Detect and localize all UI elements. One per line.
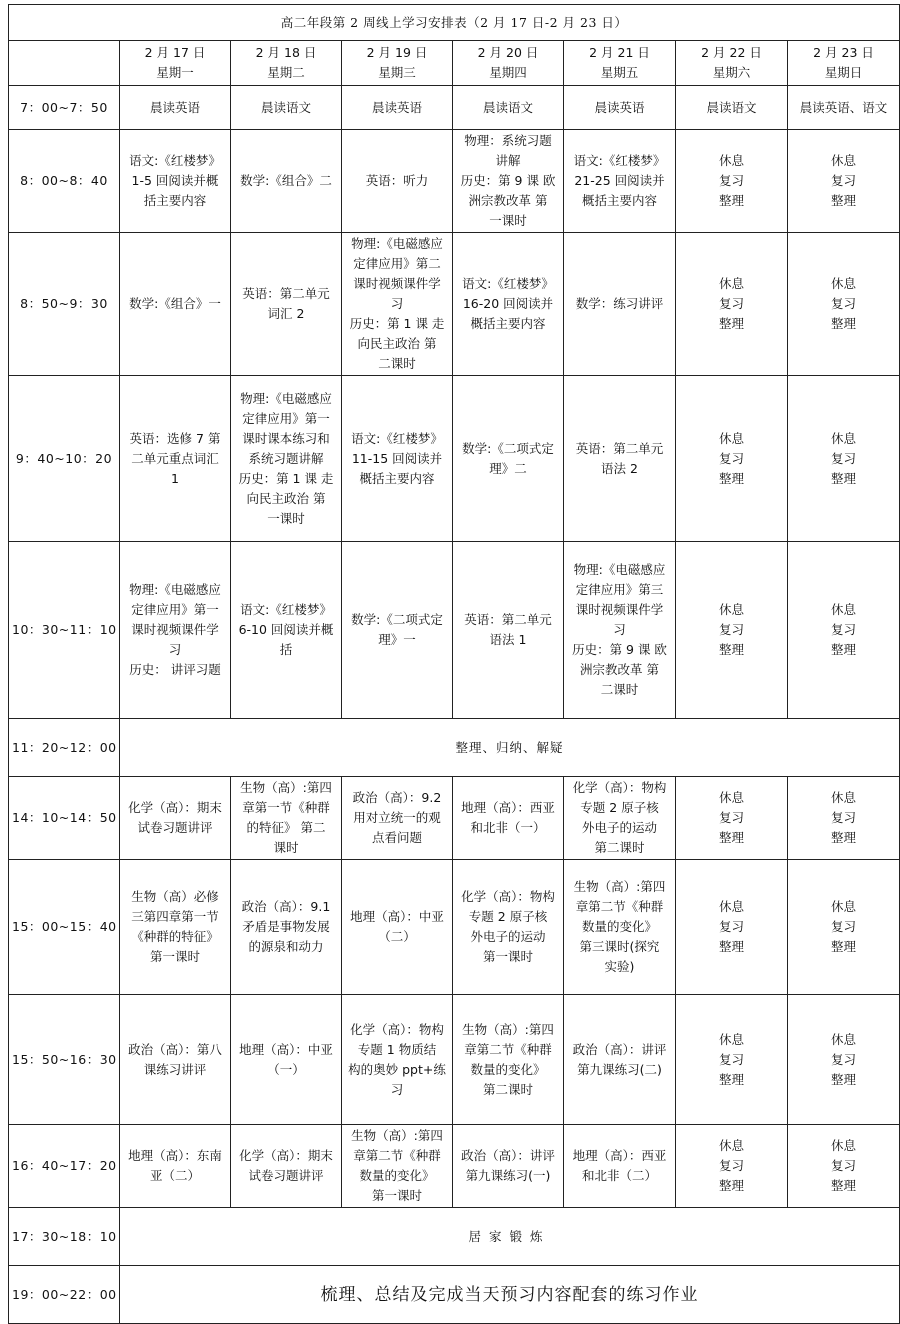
lesson-line: 休息	[718, 1031, 744, 1047]
lesson-line: 21-25 回阅读并	[574, 173, 665, 188]
day-date: 2 月 21 日	[589, 45, 650, 60]
time-slot: 9：40~10：20	[9, 376, 120, 542]
lesson-line: 洲宗教改革 第	[580, 662, 659, 677]
day-header	[564, 41, 676, 86]
lesson-cell	[231, 130, 342, 233]
lesson-cell	[676, 995, 788, 1125]
lesson-line: 化学（高）：期末	[128, 800, 222, 815]
time-slot: 15：50~16：30	[9, 995, 120, 1125]
lesson-cell	[453, 1125, 564, 1208]
lesson-line: 1	[171, 470, 179, 486]
schedule-row	[9, 86, 900, 130]
lesson-cell	[120, 86, 231, 130]
lesson-line: 习	[168, 642, 182, 657]
lesson-line: 括主要内容	[143, 193, 207, 208]
lesson-line: 课练习讲评	[143, 1061, 207, 1077]
lesson-line: 整理	[831, 470, 857, 486]
lesson-line: 晨读英语	[371, 99, 422, 115]
lesson-line: 向民主政治 第	[357, 336, 437, 351]
lesson-line: 外电子的运动	[581, 820, 657, 835]
lesson-cell	[564, 1125, 676, 1208]
lesson-line: 晨读英语、语文	[799, 99, 888, 115]
lesson-line: 理》二	[489, 460, 527, 476]
lesson-line: 休息	[831, 602, 857, 617]
lesson-line: 整理	[718, 193, 744, 208]
lesson-line: 休息	[831, 1138, 857, 1153]
lesson-cell	[788, 542, 900, 719]
lesson-line: 的源泉和动力	[248, 939, 324, 954]
lesson-line: 休息	[718, 276, 744, 291]
lesson-line: 一课时	[267, 510, 305, 526]
lesson-line: 历史： 讲评习题	[129, 662, 221, 677]
lesson-line: 定律应用》第二	[353, 256, 441, 271]
lesson-line: 16-20 回阅读并	[462, 296, 554, 311]
lesson-line: 复习	[718, 1158, 744, 1173]
schedule-row	[9, 130, 900, 233]
lesson-cell	[453, 860, 564, 995]
merged-activity: 整理、归纳、解疑	[120, 719, 900, 777]
lesson-line: 整理	[831, 316, 857, 331]
lesson-line: 1-5 回阅读并概	[131, 173, 219, 188]
lesson-line: 数量的变化》	[359, 1168, 435, 1183]
lesson-line: 物理:《电磁感应	[129, 582, 221, 597]
day-header	[676, 41, 788, 86]
schedule-row	[9, 860, 900, 995]
lesson-line: 习	[390, 1081, 404, 1097]
lesson-line: 整理	[718, 316, 744, 331]
lesson-line: 实验)	[604, 959, 635, 974]
schedule-row	[9, 233, 900, 376]
lesson-line: 物理:《电磁感应	[240, 390, 332, 406]
lesson-cell	[564, 542, 676, 719]
lesson-cell	[231, 860, 342, 995]
lesson-cell	[564, 86, 676, 130]
lesson-line: 用对立统一的观	[353, 810, 441, 825]
lesson-cell	[564, 376, 676, 542]
lesson-line: 专题 1 物质结	[357, 1041, 437, 1057]
lesson-line: 三第四章第一节	[131, 909, 219, 924]
lesson-line: 语文:《红楼梦》	[351, 430, 443, 446]
lesson-line: 《种群的特征》	[131, 929, 219, 944]
lesson-cell	[564, 860, 676, 995]
lesson-line: 复习	[718, 296, 744, 311]
day-weekday: 星期日	[824, 65, 863, 80]
lesson-line: 复习	[831, 173, 857, 188]
lesson-cell	[342, 995, 453, 1125]
lesson-line: 地理（高）：西亚	[461, 800, 555, 815]
lesson-line: 整理	[718, 642, 744, 657]
day-date: 2 月 17 日	[144, 45, 206, 60]
time-slot: 16：40~17：20	[9, 1125, 120, 1208]
schedule-row	[9, 719, 900, 777]
lesson-cell	[453, 777, 564, 860]
lesson-line: 复习	[718, 919, 744, 934]
lesson-line: 休息	[718, 430, 744, 446]
lesson-line: 第一课时	[371, 1188, 422, 1203]
lesson-line: 政治（高）：9.2	[352, 790, 442, 805]
day-header	[120, 41, 231, 86]
lesson-line: 第二课时	[594, 840, 645, 855]
day-weekday: 星期二	[267, 65, 305, 80]
lesson-cell	[342, 130, 453, 233]
lesson-line: 政治（高）：讲评	[572, 1041, 667, 1057]
lesson-line: 括	[279, 642, 293, 657]
lesson-line: 休息	[831, 1031, 857, 1047]
lesson-line: 化学（高）：物构	[572, 780, 667, 795]
lesson-cell	[342, 233, 453, 376]
lesson-line: 政治（高）：9.1	[241, 899, 331, 914]
lesson-line: 专题 2 原子核	[580, 800, 659, 815]
schedule-row	[9, 777, 900, 860]
lesson-line: 数学:《二项式定	[462, 440, 554, 456]
lesson-line: 亚（二）	[149, 1168, 200, 1183]
lesson-line: 第一课时	[149, 949, 200, 964]
day-header	[231, 41, 342, 86]
lesson-line: 地理（高）：东南	[128, 1148, 222, 1163]
lesson-cell	[788, 130, 900, 233]
lesson-cell	[453, 233, 564, 376]
lesson-line: 数学:《二项式定	[351, 612, 443, 627]
lesson-line: 整理	[718, 470, 744, 486]
lesson-line: 点看问题	[371, 830, 422, 845]
lesson-cell	[231, 542, 342, 719]
lesson-line: 复习	[831, 622, 857, 637]
lesson-line: 课时	[273, 840, 299, 855]
lesson-cell	[342, 860, 453, 995]
lesson-cell	[788, 860, 900, 995]
lesson-line: 讲解	[495, 153, 521, 168]
lesson-line: 英语：第二单元	[464, 612, 552, 627]
day-date: 2 月 18 日	[255, 45, 317, 60]
lesson-line: 休息	[831, 276, 857, 291]
lesson-cell	[120, 995, 231, 1125]
header-row	[9, 41, 900, 86]
lesson-cell	[453, 130, 564, 233]
lesson-line: 休息	[831, 430, 857, 446]
lesson-line: 生物（高）:第四	[573, 879, 666, 894]
schedule-row	[9, 1125, 900, 1208]
lesson-line: 专题 2 原子核	[468, 909, 548, 924]
lesson-cell	[231, 233, 342, 376]
lesson-line: 英语：第二单元	[242, 286, 330, 301]
lesson-cell	[231, 376, 342, 542]
lesson-line: 数量的变化》	[581, 919, 657, 934]
lesson-cell	[676, 130, 788, 233]
lesson-line: 课时视频课件学	[131, 622, 219, 637]
lesson-cell	[453, 542, 564, 719]
lesson-line: 第二课时	[482, 1081, 533, 1097]
lesson-line: 洲宗教改革 第	[468, 193, 548, 208]
lesson-line: 晨读语文	[706, 99, 757, 115]
lesson-line: 历史：第 1 课 走	[238, 470, 334, 486]
lesson-line: 习	[390, 296, 404, 311]
lesson-line: 语文:《红楼梦》	[462, 276, 554, 291]
lesson-cell	[788, 376, 900, 542]
lesson-line: 章第二节《种群	[353, 1148, 441, 1163]
lesson-line: 地理（高）：中亚	[350, 909, 444, 924]
lesson-line: 章第二节《种群	[464, 1041, 552, 1057]
lesson-line: 生物（高）必修	[131, 889, 219, 904]
lesson-line: 复习	[831, 810, 857, 825]
lesson-line: 一课时	[489, 213, 527, 228]
time-slot: 19：00~22：00	[9, 1266, 120, 1324]
day-date: 2 月 22 日	[701, 45, 762, 60]
time-slot: 7：00~7：50	[9, 86, 120, 130]
lesson-line: 休息	[831, 790, 857, 805]
lesson-cell	[676, 542, 788, 719]
lesson-line: 晨读英语	[149, 99, 200, 115]
lesson-cell	[342, 542, 453, 719]
lesson-line: 复习	[718, 450, 744, 466]
lesson-line: 历史：第 1 课 走	[349, 316, 445, 331]
lesson-line: 复习	[831, 296, 857, 311]
lesson-line: （一）	[267, 1061, 305, 1077]
day-date: 2 月 23 日	[813, 45, 874, 60]
schedule-row	[9, 1266, 900, 1324]
lesson-line: 化学（高）：物构	[350, 1021, 444, 1037]
schedule-row	[9, 995, 900, 1125]
lesson-line: 整理	[831, 642, 857, 657]
lesson-line: 章第一节《种群	[242, 800, 330, 815]
lesson-cell	[120, 233, 231, 376]
lesson-line: 整理	[831, 830, 857, 845]
lesson-line: 第三课时(探究	[579, 939, 660, 954]
lesson-line: 物理:《电磁感应	[351, 236, 443, 251]
lesson-cell	[231, 86, 342, 130]
lesson-line: 整理	[718, 1071, 744, 1087]
lesson-line: 化学（高）：物构	[461, 889, 555, 904]
lesson-line: 复习	[718, 173, 744, 188]
lesson-line: 矛盾是事物发展	[242, 919, 330, 934]
day-weekday: 星期五	[600, 65, 639, 80]
lesson-line: 整理	[831, 1071, 857, 1087]
time-slot: 8：00~8：40	[9, 130, 120, 233]
lesson-line: 休息	[718, 790, 744, 805]
lesson-cell	[342, 777, 453, 860]
lesson-line: 概括主要内容	[359, 470, 435, 486]
lesson-line: 休息	[831, 153, 857, 168]
time-slot: 10：30~11：10	[9, 542, 120, 719]
title-row	[9, 5, 900, 41]
lesson-cell	[120, 1125, 231, 1208]
lesson-line: 复习	[718, 1051, 744, 1067]
lesson-cell	[342, 376, 453, 542]
lesson-cell	[676, 86, 788, 130]
lesson-line: 定律应用》第三	[575, 582, 664, 597]
lesson-line: 第一课时	[482, 949, 533, 964]
lesson-line: 课时课本练习和	[242, 430, 330, 446]
lesson-line: 地理（高）：西亚	[572, 1148, 667, 1163]
merged-activity: 居家锻炼	[120, 1208, 900, 1266]
lesson-line: 历史：第 9 课 欧	[460, 173, 556, 188]
lesson-line: 整理	[831, 939, 857, 954]
lesson-line: 语法 2	[601, 460, 638, 476]
day-weekday: 星期六	[712, 65, 751, 80]
lesson-line: 休息	[718, 1138, 744, 1153]
day-weekday: 星期四	[489, 65, 527, 80]
lesson-line: 的特征》 第二	[246, 820, 326, 835]
lesson-line: 概括主要内容	[581, 193, 657, 208]
lesson-cell	[788, 1125, 900, 1208]
lesson-line: 11-15 回阅读并	[351, 450, 443, 466]
lesson-cell	[788, 777, 900, 860]
lesson-line: 整理	[831, 1178, 857, 1193]
lesson-cell	[120, 130, 231, 233]
time-slot: 11：20~12：00	[9, 719, 120, 777]
lesson-cell	[564, 130, 676, 233]
day-header	[788, 41, 900, 86]
lesson-line: 语文:《红楼梦》	[240, 602, 332, 617]
day-date: 2 月 20 日	[477, 45, 539, 60]
lesson-line: （二）	[378, 929, 416, 944]
lesson-cell	[120, 542, 231, 719]
day-weekday: 星期三	[378, 65, 416, 80]
lesson-line: 向民主政治 第	[246, 490, 326, 506]
schedule-row	[9, 542, 900, 719]
lesson-line: 晨读英语	[594, 99, 645, 115]
lesson-cell	[453, 86, 564, 130]
lesson-cell	[676, 1125, 788, 1208]
lesson-line: 复习	[718, 622, 744, 637]
day-weekday: 星期一	[156, 65, 194, 80]
lesson-line: 6-10 回阅读并概	[238, 622, 334, 637]
lesson-line: 章第二节《种群	[575, 899, 664, 914]
lesson-cell	[564, 233, 676, 376]
lesson-line: 化学（高）：期末	[239, 1148, 333, 1163]
lesson-line: 复习	[831, 1158, 857, 1173]
lesson-line: 理》一	[378, 632, 416, 647]
lesson-cell	[120, 777, 231, 860]
lesson-line: 英语：听力	[365, 173, 429, 188]
lesson-line: 复习	[831, 450, 857, 466]
lesson-line: 晨读语文	[260, 99, 311, 115]
lesson-line: 和北非（二）	[581, 1168, 657, 1183]
lesson-line: 课时视频课件学	[353, 276, 441, 291]
lesson-cell	[231, 995, 342, 1125]
schedule-table	[8, 4, 900, 1324]
time-slot: 14：10~14：50	[9, 777, 120, 860]
lesson-cell	[231, 777, 342, 860]
lesson-line: 休息	[718, 602, 744, 617]
lesson-line: 复习	[831, 1051, 857, 1067]
lesson-line: 数学：练习讲评	[575, 296, 664, 311]
lesson-line: 休息	[718, 899, 744, 914]
lesson-line: 构的奥妙 ppt+练	[348, 1061, 446, 1077]
time-slot: 8：50~9：30	[9, 233, 120, 376]
header-corner-cell	[9, 41, 120, 86]
lesson-line: 二课时	[378, 356, 416, 371]
lesson-line: 复习	[831, 919, 857, 934]
lesson-line: 和北非（一）	[470, 820, 546, 835]
lesson-line: 整理	[718, 830, 744, 845]
lesson-line: 休息	[831, 899, 857, 914]
page-title: 高二年段第 2 周线上学习安排表（2 月 17 日-2 月 23 日）	[9, 5, 900, 41]
lesson-line: 试卷习题讲评	[137, 820, 213, 835]
lesson-line: 地理（高）：中亚	[239, 1041, 333, 1057]
lesson-line: 语文:《红楼梦》	[573, 153, 666, 168]
lesson-line: 生物（高）:第四	[240, 780, 332, 795]
lesson-line: 词汇 2	[267, 306, 305, 321]
lesson-line: 生物（高）:第四	[351, 1128, 443, 1143]
lesson-line: 晨读语文	[482, 99, 533, 115]
lesson-cell	[453, 376, 564, 542]
schedule-row	[9, 376, 900, 542]
lesson-cell	[676, 376, 788, 542]
lesson-line: 物理:《电磁感应	[573, 562, 666, 577]
lesson-line: 英语：第二单元	[575, 440, 664, 456]
time-slot: 17：30~18：10	[9, 1208, 120, 1266]
lesson-cell	[788, 86, 900, 130]
lesson-cell	[788, 995, 900, 1125]
lesson-line: 休息	[718, 153, 744, 168]
lesson-cell	[231, 1125, 342, 1208]
lesson-cell	[120, 376, 231, 542]
day-date: 2 月 19 日	[366, 45, 428, 60]
lesson-line: 整理	[718, 939, 744, 954]
lesson-line: 概括主要内容	[470, 316, 546, 331]
day-header	[453, 41, 564, 86]
lesson-line: 系统习题讲解	[248, 450, 324, 466]
lesson-line: 定律应用》第一	[131, 602, 219, 617]
lesson-line: 整理	[718, 1178, 744, 1193]
lesson-line: 生物（高）:第四	[462, 1021, 554, 1037]
lesson-line: 外电子的运动	[470, 929, 546, 944]
lesson-cell	[342, 86, 453, 130]
lesson-line: 第九课练习(一)	[465, 1168, 551, 1183]
lesson-cell	[564, 777, 676, 860]
lesson-line: 二课时	[600, 682, 639, 697]
lesson-line: 数学:《组合》一	[129, 296, 221, 311]
schedule-row	[9, 1208, 900, 1266]
lesson-line: 历史：第 9 课 欧	[572, 642, 667, 657]
lesson-line: 课时视频课件学	[575, 602, 664, 617]
lesson-line: 数学:《组合》二	[240, 173, 332, 188]
lesson-line: 英语：选修 7 第	[129, 430, 221, 446]
lesson-line: 整理	[831, 193, 857, 208]
lesson-line: 政治（高）：讲评	[461, 1148, 555, 1163]
lesson-line: 政治（高）：第八	[128, 1041, 222, 1057]
lesson-line: 习	[613, 622, 626, 637]
lesson-line: 第九课练习(二)	[577, 1061, 662, 1077]
lesson-cell	[676, 860, 788, 995]
lesson-cell	[564, 995, 676, 1125]
time-slot: 15：00~15：40	[9, 860, 120, 995]
day-header	[342, 41, 453, 86]
lesson-line: 复习	[718, 810, 744, 825]
lesson-line: 数量的变化》	[470, 1061, 546, 1077]
lesson-cell	[676, 233, 788, 376]
lesson-line: 试卷习题讲评	[248, 1168, 324, 1183]
lesson-line: 物理：系统习题	[464, 133, 552, 148]
lesson-line: 语法 1	[489, 632, 527, 647]
lesson-cell	[342, 1125, 453, 1208]
lesson-line: 二单元重点词汇	[131, 450, 219, 466]
lesson-line: 语文:《红楼梦》	[129, 153, 221, 168]
lesson-cell	[788, 233, 900, 376]
lesson-cell	[120, 860, 231, 995]
lesson-cell	[453, 995, 564, 1125]
lesson-cell	[676, 777, 788, 860]
lesson-line: 定律应用》第一	[242, 410, 330, 426]
merged-activity: 梳理、总结及完成当天预习内容配套的练习作业	[120, 1266, 900, 1324]
